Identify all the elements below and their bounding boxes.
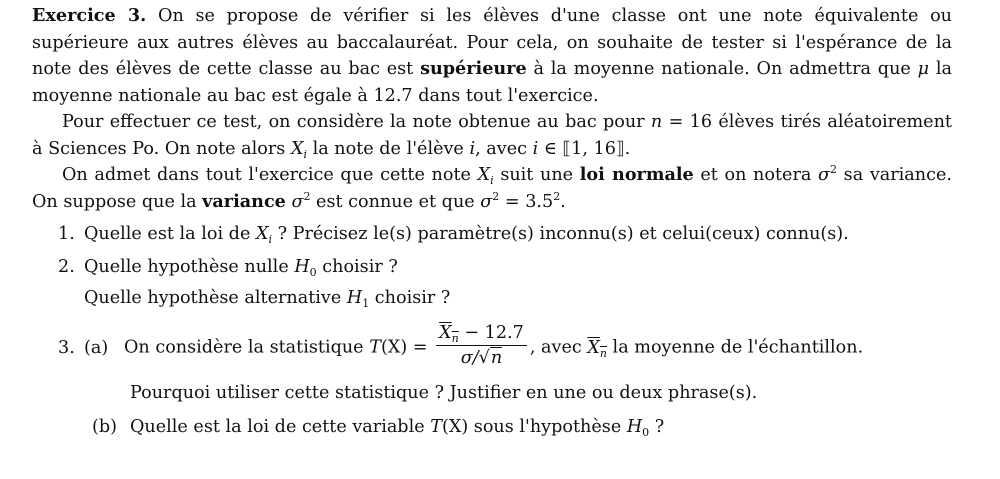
q2-text-3: Quelle hypothèse alternative — [84, 288, 347, 308]
keyword-loi-normale: loi normale — [579, 164, 694, 185]
keyword-superieure: supérieure — [420, 58, 527, 79]
question-2-continuation — [32, 285, 952, 312]
symbol-sigma-2: σ — [291, 191, 304, 212]
symbol-xbar: $X_n$ — [439, 323, 459, 345]
question-1 — [32, 221, 952, 248]
question-3a-continuation — [32, 380, 952, 407]
subscript-i: i — [303, 147, 307, 161]
q3a-text-1: On considère la statistique — [124, 337, 370, 358]
sqrt-sign: √ — [478, 348, 490, 368]
variance-text-6: est connue et que — [310, 191, 481, 212]
q1-text-1: Quelle est la loi de — [84, 224, 256, 244]
q3a-text-2: , avec — [529, 337, 588, 358]
subscript-1: 1 — [362, 297, 370, 310]
subscript-0: 0 — [642, 426, 650, 439]
q2-text-1: Quelle hypothèse nulle — [84, 256, 295, 277]
symbol-t: T — [430, 417, 442, 437]
statistic-args: (X) = — [380, 337, 434, 358]
symbol-x: X — [255, 224, 269, 244]
symbol-xi: X — [290, 138, 304, 159]
q3a-text-3: la moyenne de l'échantillon. — [606, 337, 864, 358]
question-list — [32, 221, 952, 441]
statistic-args: (X) — [441, 417, 469, 437]
q3b-text-3: ? — [649, 417, 665, 437]
superscript-2: 2 — [303, 189, 311, 203]
q3b-text-2: sous l'hypothèse — [468, 417, 627, 437]
question-3a — [32, 320, 952, 376]
superscript-2: 2 — [830, 163, 838, 176]
variance-text-3: et on notera — [693, 165, 819, 185]
superscript-2: 2 — [492, 189, 500, 203]
question-3b — [32, 414, 952, 441]
setup-text-1: Pour effectuer ce test, on considère la note obtenue au bac pour — [62, 112, 651, 132]
q1-text-2: ? Précisez le(s) paramètre(s) inconnu(s) et celui(ceux) connu(s). — [272, 224, 849, 244]
q2-text-2: choisir ? — [316, 256, 398, 277]
symbol-sigma-over: σ/ — [460, 348, 479, 368]
symbol-n: n — [650, 112, 663, 132]
subscript-i: i — [490, 174, 494, 187]
variance-value: = 3.5 — [499, 191, 554, 212]
symbol-mu: μ — [917, 59, 930, 79]
exercise-intro-paragraph — [32, 3, 952, 109]
subquestion-label-a: (a) — [84, 337, 109, 358]
test-setup-paragraph — [32, 109, 952, 162]
question-2 — [32, 254, 952, 281]
q3b-text-1: Quelle est la loi de cette variable — [130, 417, 431, 437]
question-number: 2. — [58, 256, 75, 277]
n-value: = 16 — [662, 112, 713, 132]
question-number: 3. — [58, 337, 75, 358]
symbol-xbar-n: $X_n$ — [587, 337, 607, 360]
intro-text-3: la moyenne nationale au bac est égale à 12.7 dans tout l'exercice. — [32, 59, 952, 106]
symbol-sigma: σ — [818, 165, 831, 185]
symbol-h: H — [346, 288, 363, 308]
symbol-i: i — [469, 138, 476, 159]
symbol-sigma-3: σ — [480, 191, 493, 212]
q3a-line-2: Pourquoi utiliser cette statistique ? Justifier en une ou deux phrase(s). — [130, 382, 758, 403]
index-range: ∈ ⟦1, 16⟧. — [538, 138, 631, 159]
fraction-numerator — [436, 322, 527, 346]
subscript-i: i — [268, 233, 273, 246]
subquestion-label-b: (b) — [92, 417, 117, 437]
q2-text-4: choisir ? — [369, 288, 451, 308]
variance-paragraph — [32, 162, 952, 215]
symbol-h: H — [294, 256, 310, 277]
symbol-t: T — [369, 337, 381, 358]
symbol-h: H — [626, 417, 643, 437]
setup-text-3: la note de l'élève — [307, 138, 470, 159]
statistic-fraction — [436, 322, 527, 369]
setup-text-4: , avec — [475, 138, 533, 159]
variance-text-4: sa variance. On suppose que la — [32, 165, 952, 212]
exercise-title: Exercice 3. — [32, 5, 147, 26]
fraction-denominator — [458, 346, 506, 369]
variance-text-8: . — [560, 191, 566, 212]
keyword-variance: variance — [202, 190, 286, 212]
sqrt-n: n — [490, 348, 503, 368]
symbol-xi: X — [477, 165, 491, 185]
intro-text-2: à la moyenne nationale. On admettra que — [526, 59, 918, 79]
setup-text-2: élèves tirés aléatoirement à Sciences Po. On note alors — [32, 112, 952, 159]
variance-text-1: On admet dans tout l'exercice que cette note — [62, 165, 478, 185]
superscript-2: 2 — [553, 189, 561, 203]
intro-text-1: On se propose de vérifier si les élèves d'une classe ont une note équivalente ou supérieure aux autres élèves au baccalauréat. Pour cela, on souhaite de tester si l'espérance de la note des élèves de cette classe au bac est — [32, 6, 952, 79]
symbol-i-2: i — [532, 138, 539, 159]
variance-text-2: suit une — [493, 165, 580, 185]
subscript-0: 0 — [309, 265, 317, 279]
numerator-rest: − 12.7 — [458, 323, 524, 343]
question-number: 1. — [58, 224, 75, 244]
